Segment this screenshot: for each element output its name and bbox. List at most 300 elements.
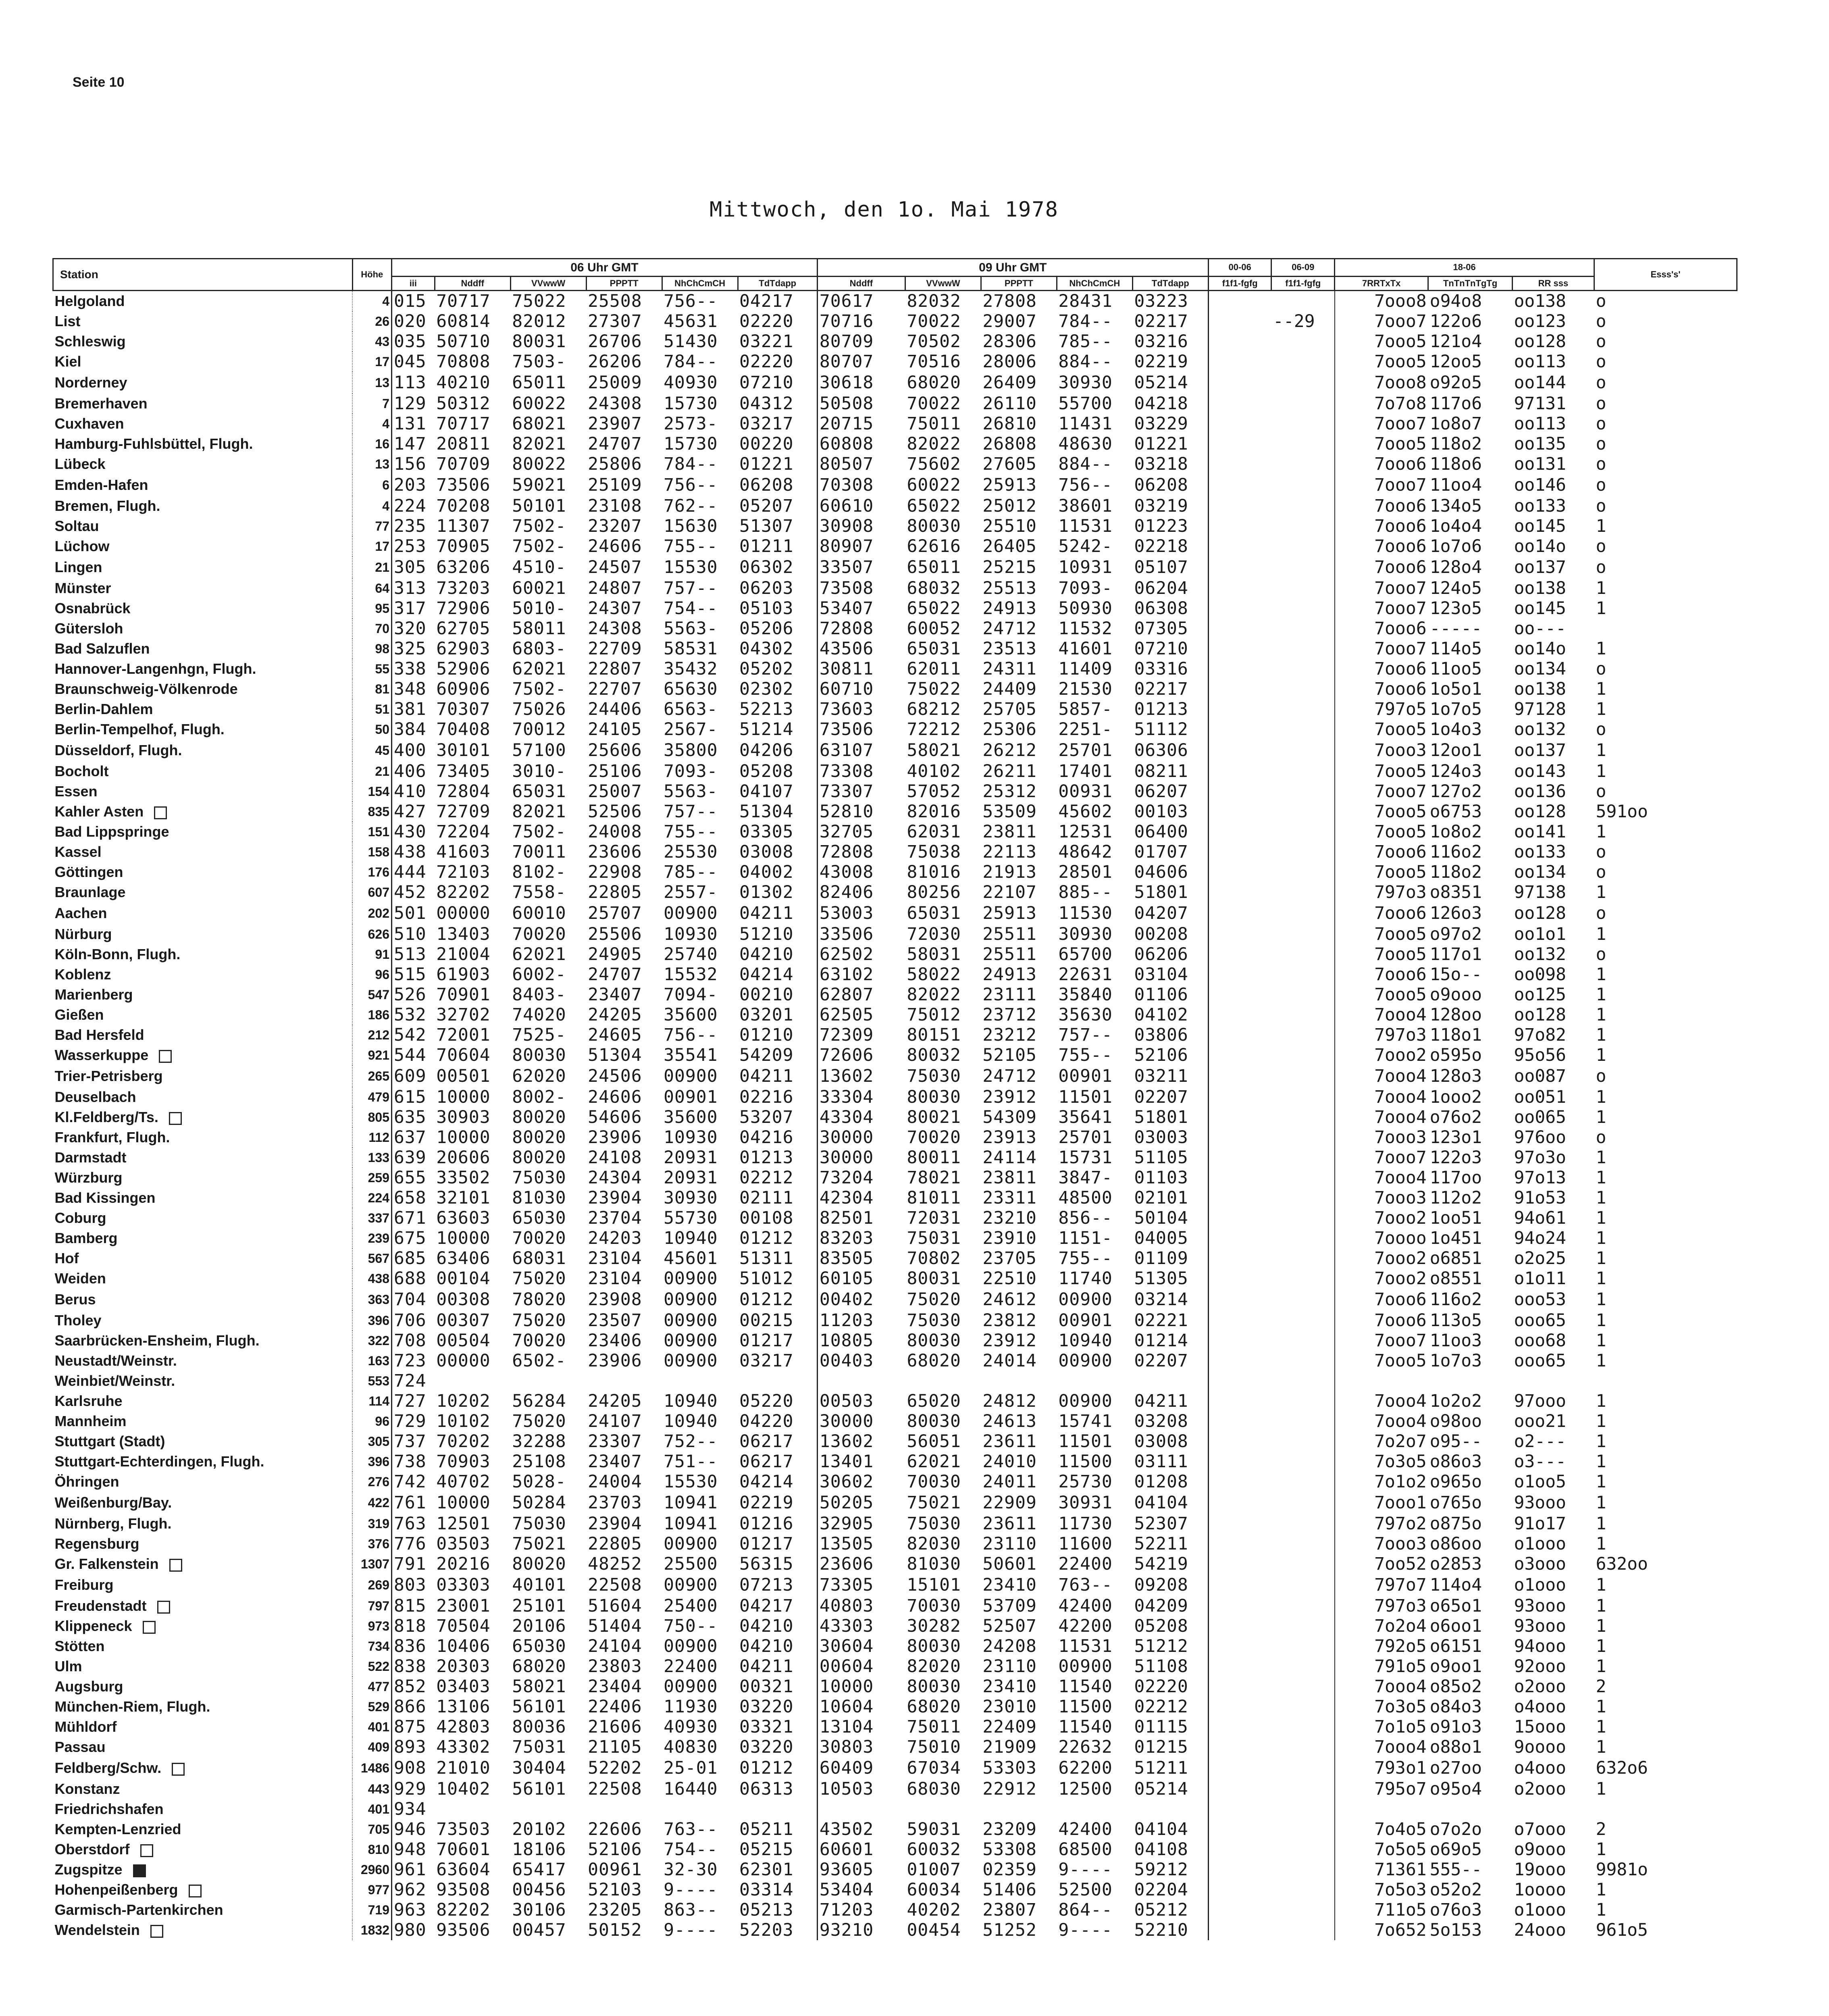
obs09-value: 22107 [982,882,1037,903]
tntn-value: o92o5 [1429,373,1482,393]
rr-0609-value [1271,578,1335,598]
obs06-value: 658 [394,1188,427,1208]
obs09-value: 24311 [982,659,1037,679]
obs06-value: 147 [394,434,427,454]
period-0006-header: 00-06 [1208,259,1271,277]
obs09-value: 80030 [907,1411,961,1432]
obs06-value: 852 [394,1677,427,1697]
station-row [53,516,1737,536]
obs09-value: 22909 [982,1493,1037,1513]
obs09-value: 75021 [907,1493,961,1513]
station-name: Ulm [54,1658,82,1675]
obs09-value: 13602 [817,1431,905,1452]
tntn-value: o65o1 [1429,1596,1482,1616]
obs09-value: 28431 [1058,291,1113,312]
obs06-value: 24304 [588,1168,642,1188]
obs09-value: 25705 [982,699,1037,720]
gmt06-header: 06 Uhr GMT [392,259,818,277]
tntn-value: o86o3 [1429,1452,1482,1472]
trrt-value: 7ooo6 [1335,679,1428,699]
obs06-value: 20811 [436,434,491,454]
esss-value: 632o6 [1596,1758,1648,1779]
obs06-value: 24707 [588,434,642,454]
mountain-station-square-icon [172,1763,185,1776]
obs06-value: 9---- [664,1880,718,1900]
station-row [53,496,1737,516]
esss-value: 1 [1596,699,1606,720]
obs06-value: 06203 [739,578,794,599]
rrsss-value: 91o53 [1514,1188,1566,1208]
station-name: Kahler Asten [54,803,144,820]
obs06-value: 515 [394,964,427,985]
obs06-value: 8002- [512,1087,566,1108]
tntn-value: ----- [1429,619,1482,639]
obs06-value: 25530 [664,842,718,862]
rrsss-value: oo138 [1514,578,1566,599]
obs06-value: 00504 [436,1331,491,1351]
obs06-value: 25707 [588,903,642,924]
trrt-value: 7ooo6 [1335,902,1428,924]
rr-0609-value [1271,924,1335,944]
trrt-value: 797o3 [1335,1025,1428,1045]
obs09-value: 81016 [907,862,961,883]
obs09-value [981,1799,1057,1819]
obs09-value: 30000 [817,1148,905,1168]
trrt-value: 7ooo6 [1335,454,1428,474]
station-name-cell [53,1554,353,1574]
obs06-value: 56101 [512,1779,566,1799]
obs06-value: 62301 [739,1860,794,1880]
rr-0609-value [1271,1351,1335,1371]
obs06-value: 10930 [664,924,718,945]
rrsss-value: oo098 [1514,964,1566,985]
rrsss-value: oo138 [1514,679,1566,700]
tntn-value: 1o2o2 [1429,1391,1482,1412]
obs06-value [586,1799,662,1819]
station-row [53,1819,1737,1839]
obs09-value: 26110 [982,394,1037,414]
obs06-value: 23307 [588,1431,642,1452]
synop-table [52,258,1737,1940]
obs06-value: 45601 [664,1248,718,1269]
rr-0006-value [1208,1168,1271,1188]
obs06-value: 25106 [588,761,642,782]
obs09-value: 40202 [907,1900,961,1920]
obs09-value: 09208 [1134,1575,1188,1595]
obs06-value: 24004 [588,1472,642,1492]
station-name-cell [53,414,353,434]
rr-0006-value [1208,331,1271,352]
obs06-value: 61903 [436,964,491,985]
trrt-value: 7ooo6 [1335,1289,1428,1310]
obs06-value: 05220 [739,1391,794,1412]
obs09-value [1057,1371,1132,1391]
obs06-value: 02212 [739,1168,794,1188]
trrt-value: 7ooo5 [1335,352,1428,372]
obs06-value: 23904 [588,1188,642,1208]
obs06-value: 25606 [588,740,642,761]
obs09-value: 78021 [907,1168,961,1188]
station-height: 4 [352,414,391,434]
obs06-value: 05215 [739,1839,794,1860]
obs09-value: 10503 [817,1779,905,1799]
tntn-value: 114o4 [1429,1575,1482,1595]
obs06-value: 963 [394,1900,427,1920]
rr-0006-value [1208,639,1271,659]
rr-0006-value [1208,842,1271,862]
obs06-value: 63206 [436,557,491,578]
tntn-value: o6151 [1429,1636,1482,1657]
obs09-value: 13602 [817,1065,905,1087]
obs09-value: 11431 [1058,414,1113,434]
obs06-value: 929 [394,1779,427,1799]
station-row [53,882,1737,902]
obs09-value: 04218 [1134,394,1188,414]
obs09-value [981,1371,1057,1391]
obs09-value: 60808 [817,434,905,454]
station-name: Frankfurt, Flugh. [54,1129,170,1146]
obs06-value: 00900 [664,1289,718,1310]
obs06-value: 05211 [739,1819,794,1840]
obs06-value: 513 [394,944,427,965]
obs09-value: 43008 [817,862,905,882]
station-row [53,352,1737,372]
obs06-value: 00210 [739,985,794,1005]
obs06-value: 01210 [739,1025,794,1045]
obs06-value: 325 [394,639,427,659]
obs06-value: 10202 [436,1391,491,1412]
station-name-cell [53,781,353,802]
obs09-value: 48500 [1058,1188,1113,1208]
rrsss-value: 92ooo [1514,1656,1566,1677]
rr-0609-value [1271,1065,1335,1087]
trrt-value: 7ooo4 [1335,1065,1428,1087]
station-name-cell [53,1431,353,1452]
obs06-value: 02111 [739,1188,794,1208]
obs09-value: 04209 [1134,1596,1188,1616]
obs09-value: 70716 [817,311,905,331]
rr-0006-value [1208,882,1271,902]
esss-value: 1 [1596,1575,1606,1595]
rr-0609-value [1271,291,1335,312]
obs09-value: 04108 [1134,1839,1188,1860]
station-name: Aachen [54,905,107,922]
esss-value: o [1596,373,1606,393]
vvwww-06-header: VVwwW [510,277,586,291]
rr-0609-value [1271,1636,1335,1656]
trrt-value: 7ooo6 [1335,842,1428,862]
esss-value: 1 [1596,740,1606,761]
obs09-value: 72030 [907,924,961,945]
obs09-value: 03219 [1134,496,1188,516]
obs06-value: 10941 [664,1514,718,1534]
rrsss-value: o1ooo [1514,1575,1566,1595]
obs06-value: 21105 [588,1737,642,1758]
obs09-value: 48630 [1058,434,1113,454]
obs06-value: 532 [394,1005,427,1025]
obs06-value: 03008 [739,842,794,862]
obs06-value: 68020 [512,1656,566,1677]
station-header: Station [53,259,353,291]
rr-0006-value [1208,1351,1271,1371]
rr-0006-value [1208,761,1271,781]
obs09-value: 21909 [982,1737,1037,1758]
station-height: 45 [352,739,391,761]
trrt-value: 7ooo2 [1335,1045,1428,1065]
obs09-value: 11203 [817,1310,905,1331]
station-height: 921 [352,1045,391,1065]
station-row [53,598,1737,619]
obs06-value: 444 [394,862,427,883]
trrt-value: 7ooo4 [1335,1677,1428,1697]
rrsss-value: 97o82 [1514,1025,1566,1045]
obs06-value: 70901 [436,985,491,1005]
obs09-value: 24712 [982,1066,1037,1087]
obs09-value: 68032 [907,578,961,599]
station-name: Emden-Hafen [54,477,148,494]
obs06-value: 80020 [512,1148,566,1168]
obs06-value: 04210 [739,1636,794,1657]
obs06-value: 609 [394,1066,427,1087]
station-height: 43 [352,331,391,352]
obs06-value: 62020 [512,1066,566,1087]
obs09-value: 93605 [817,1860,905,1880]
obs09-value: 12500 [1058,1779,1113,1799]
rr-0006-value [1208,1757,1271,1779]
esss-value: 1 [1596,516,1606,537]
rr-0006-value [1208,1452,1271,1472]
obs06-value: 35600 [664,1107,718,1128]
station-name: Berlin-Dahlem [54,701,153,718]
station-row [53,1839,1737,1860]
esss-header: Esss's' [1594,259,1737,291]
station-row [53,1900,1737,1920]
obs06-value: 65011 [512,373,566,393]
obs06-value: 23108 [588,496,642,516]
obs06-value: 13106 [436,1697,491,1717]
obs09-value: 30803 [817,1737,905,1757]
obs06-value: 10930 [664,1127,718,1148]
obs09-value: 25913 [982,475,1037,496]
station-row [53,1065,1737,1087]
obs06-value: 40101 [512,1575,566,1595]
obs09-value: 00901 [1058,1310,1113,1331]
station-name-cell [53,1717,353,1737]
station-name-cell [53,1514,353,1534]
rr-0006-value [1208,1656,1271,1677]
obs09-value: 82501 [817,1208,905,1228]
tntn-value: o69o5 [1429,1839,1482,1860]
obs09-value: 53404 [817,1880,905,1900]
obs06-value: 045 [394,352,427,372]
station-height: 70 [352,619,391,639]
obs06-value: 51307 [739,516,794,537]
obs06-value: 776 [394,1534,427,1554]
rr-0006-value [1208,1289,1271,1310]
station-name-cell [53,578,353,598]
obs09-value: 80907 [817,536,905,556]
rr-0609-value [1271,1411,1335,1431]
obs06-value: 75030 [512,1514,566,1534]
obs06-value: 04107 [739,781,794,802]
obs09-value: 23611 [982,1431,1037,1452]
rrsss-value: o3--- [1514,1452,1566,1472]
obs09-value: 54219 [1134,1554,1188,1574]
obs09-value: 763-- [1058,1575,1113,1595]
obs09-value: 53407 [817,598,905,619]
station-name: Kassel [54,843,102,860]
station-row [53,1268,1737,1289]
obs09-value: 33507 [817,556,905,578]
obs06-value: 04214 [739,964,794,985]
rr-0006-value [1208,496,1271,516]
obs06-value: 20102 [512,1819,566,1840]
rr-0609-value [1271,862,1335,882]
obs09-value: 24913 [982,598,1037,619]
rr-0006-value [1208,1411,1271,1431]
obs06-value [510,1371,586,1391]
obs09-value: 25510 [982,516,1037,537]
obs09-value: 22631 [1058,964,1113,985]
obs06-value: 35541 [664,1045,718,1066]
esss-value: 1 [1596,1228,1606,1249]
obs09-value: 50104 [1134,1208,1188,1229]
obs06-value: 51404 [588,1616,642,1637]
station-row [53,556,1737,578]
station-height: 4 [352,496,391,516]
rr-0609-value [1271,1534,1335,1554]
obs06-value: 52213 [739,699,794,720]
tntn-value: o88o1 [1429,1737,1482,1758]
trrt-value: 7ooo5 [1335,434,1428,454]
obs09-value: 62200 [1058,1758,1113,1779]
station-row [53,1677,1737,1697]
esss-value: 1 [1596,1168,1606,1188]
obs09-value: 70030 [907,1472,961,1492]
station-height: 224 [352,1188,391,1208]
esss-value: 1 [1596,1331,1606,1351]
obs09-value: 59031 [907,1819,961,1840]
obs06-value: 762-- [664,496,718,516]
station-name-cell [53,1757,353,1779]
station-height: 1307 [352,1554,391,1574]
obs06-value: 70202 [436,1431,491,1452]
obs06-value: 82202 [436,882,491,903]
station-name-cell [53,1452,353,1472]
station-name-cell [53,1310,353,1331]
esss-value [1594,1799,1737,1819]
obs06-value: 52103 [588,1880,642,1900]
obs09-value: 62502 [817,944,905,964]
obs06-value: 384 [394,719,427,740]
esss-value: o [1596,352,1606,372]
rr-0006-value [1208,802,1271,822]
station-row [53,1554,1737,1574]
obs06-value: 50152 [588,1920,642,1941]
obs09-value: 30811 [817,659,905,679]
tntn-value: o52o2 [1429,1880,1482,1900]
trrt-value: 7ooo6 [1335,964,1428,985]
station-name: Neustadt/Weinstr. [54,1352,177,1369]
obs06-value: 78020 [512,1289,566,1310]
obs09-value: 72808 [817,619,905,639]
obs09-value: 51305 [1134,1268,1188,1289]
rr-0006-value [1208,1737,1271,1757]
rr-0609-value [1271,352,1335,372]
obs09-value: 08211 [1134,761,1188,782]
obs06-value: 03220 [739,1737,794,1758]
station-height: 239 [352,1228,391,1248]
station-name: Lingen [54,559,102,576]
station-name: Bremen, Flugh. [54,498,160,514]
obs06-value: 10940 [664,1228,718,1249]
obs09-value: 50930 [1058,598,1113,619]
obs09-value: 864-- [1058,1900,1113,1920]
table-header [53,259,1737,291]
station-name-cell [53,331,353,352]
obs09-value: 65700 [1058,944,1113,965]
tntn-value: 1oo51 [1429,1208,1482,1229]
tntn-value: o8351 [1429,882,1482,903]
obs09-value: 75011 [907,1717,961,1737]
esss-value: o [1596,291,1606,312]
obs09-value: 51801 [1134,1107,1188,1128]
obs06-value: 338 [394,659,427,679]
esss-value: o [1596,719,1606,740]
obs06-value: 04211 [739,903,794,924]
obs06-value: 23104 [588,1248,642,1269]
trrt-value: 7ooo6 [1335,619,1428,639]
obs09-value: 5857- [1058,699,1113,720]
obs09-value: 11540 [1058,1677,1113,1697]
obs06-value: 320 [394,619,427,639]
station-row [53,1005,1737,1025]
obs06-value: 40210 [436,373,491,393]
trrt-value: 7ooo5 [1335,822,1428,842]
obs09-value: 03003 [1134,1127,1188,1148]
rrsss-value: oo14o [1514,639,1566,659]
station-name: Deuselbach [54,1089,136,1106]
station-name-cell [53,679,353,699]
station-height: 396 [352,1310,391,1331]
obs09-value: 70030 [907,1596,961,1616]
station-height: 529 [352,1697,391,1717]
obs09-value: 81030 [907,1554,961,1574]
rr-0609-value [1271,434,1335,454]
station-name-cell [53,1289,353,1310]
obs06-value: 58011 [512,619,566,639]
obs06-value: 818 [394,1616,427,1637]
rr-0609-value [1271,1331,1335,1351]
obs06-value: 785-- [664,862,718,883]
obs09-value: 26211 [982,761,1037,782]
tntn-value: 118o2 [1429,862,1482,883]
obs06-value: 33502 [436,1168,491,1188]
station-height: 176 [352,862,391,882]
mountain-station-square-icon [169,1559,182,1572]
obs06-value: 22606 [588,1819,642,1840]
obs09-value: 22113 [982,842,1037,862]
obs06-value: 73203 [436,578,491,599]
obs06-value: 72804 [436,781,491,802]
obs09-value: 27605 [982,454,1037,475]
obs06-value: 23406 [588,1331,642,1351]
station-height: 477 [352,1677,391,1697]
obs06-value: 6563- [664,699,718,720]
rr-0609-value [1271,536,1335,556]
obs06-value: 752-- [664,1431,718,1452]
obs06-value: 03201 [739,1005,794,1025]
